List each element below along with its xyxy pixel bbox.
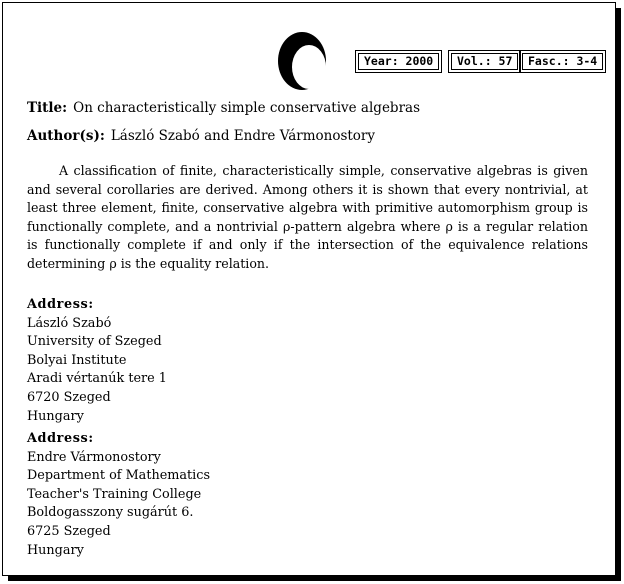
article-title: [27, 100, 420, 116]
address-line: Department of Mathematics: [27, 468, 211, 484]
authors-text: László Szabó and Endre Vármonostory: [110, 128, 376, 144]
address-block-2: [27, 430, 210, 560]
address-line: László Szabó: [27, 315, 112, 331]
address-line: 6720 Szeged: [27, 389, 111, 405]
frame-shadow-right: [615, 8, 621, 578]
address-label: Address:: [27, 431, 94, 446]
address-block-1: [27, 296, 167, 426]
authors-label: Author(s):: [27, 128, 105, 144]
moon-crescent-logo-icon: [275, 30, 329, 92]
address-line: Aradi vértanúk tere 1: [27, 371, 167, 387]
title-label: Title:: [27, 100, 68, 116]
title-text: On characteristically simple conservative algebras: [73, 100, 420, 116]
volume-badge: Vol.: 57: [451, 53, 518, 70]
address-line: University of Szeged: [27, 334, 162, 350]
abstract-text: A classification of finite, characteristically simple, conservative algebras is given and several corollaries are derived. Among others it is shown that every nontrivial, at least three element, finite, conservative algebra with primitive automorphism group is functionally complete, and a nontrivial ρ-pattern algebra where ρ is a regular relation is functionally complete if and only if the intersection of the equivalence relations determining ρ is the equality relation.: [27, 163, 588, 271]
frame-shadow-bottom: [8, 575, 621, 581]
address-line: Boldogasszony sugárút 6.: [27, 505, 194, 521]
address-line: Hungary: [27, 408, 84, 424]
address-label: Address:: [27, 297, 94, 312]
abstract: [27, 162, 588, 273]
fascicle-badge: Fasc.: 3-4: [522, 53, 603, 70]
article-authors: [27, 128, 375, 144]
address-line: Endre Vármonostory: [27, 449, 161, 465]
address-line: 6725 Szeged: [27, 523, 111, 539]
address-line: Teacher's Training College: [27, 486, 202, 502]
address-line: Hungary: [27, 542, 84, 558]
year-badge: Year: 2000: [358, 53, 439, 70]
address-line: Bolyai Institute: [27, 352, 127, 368]
